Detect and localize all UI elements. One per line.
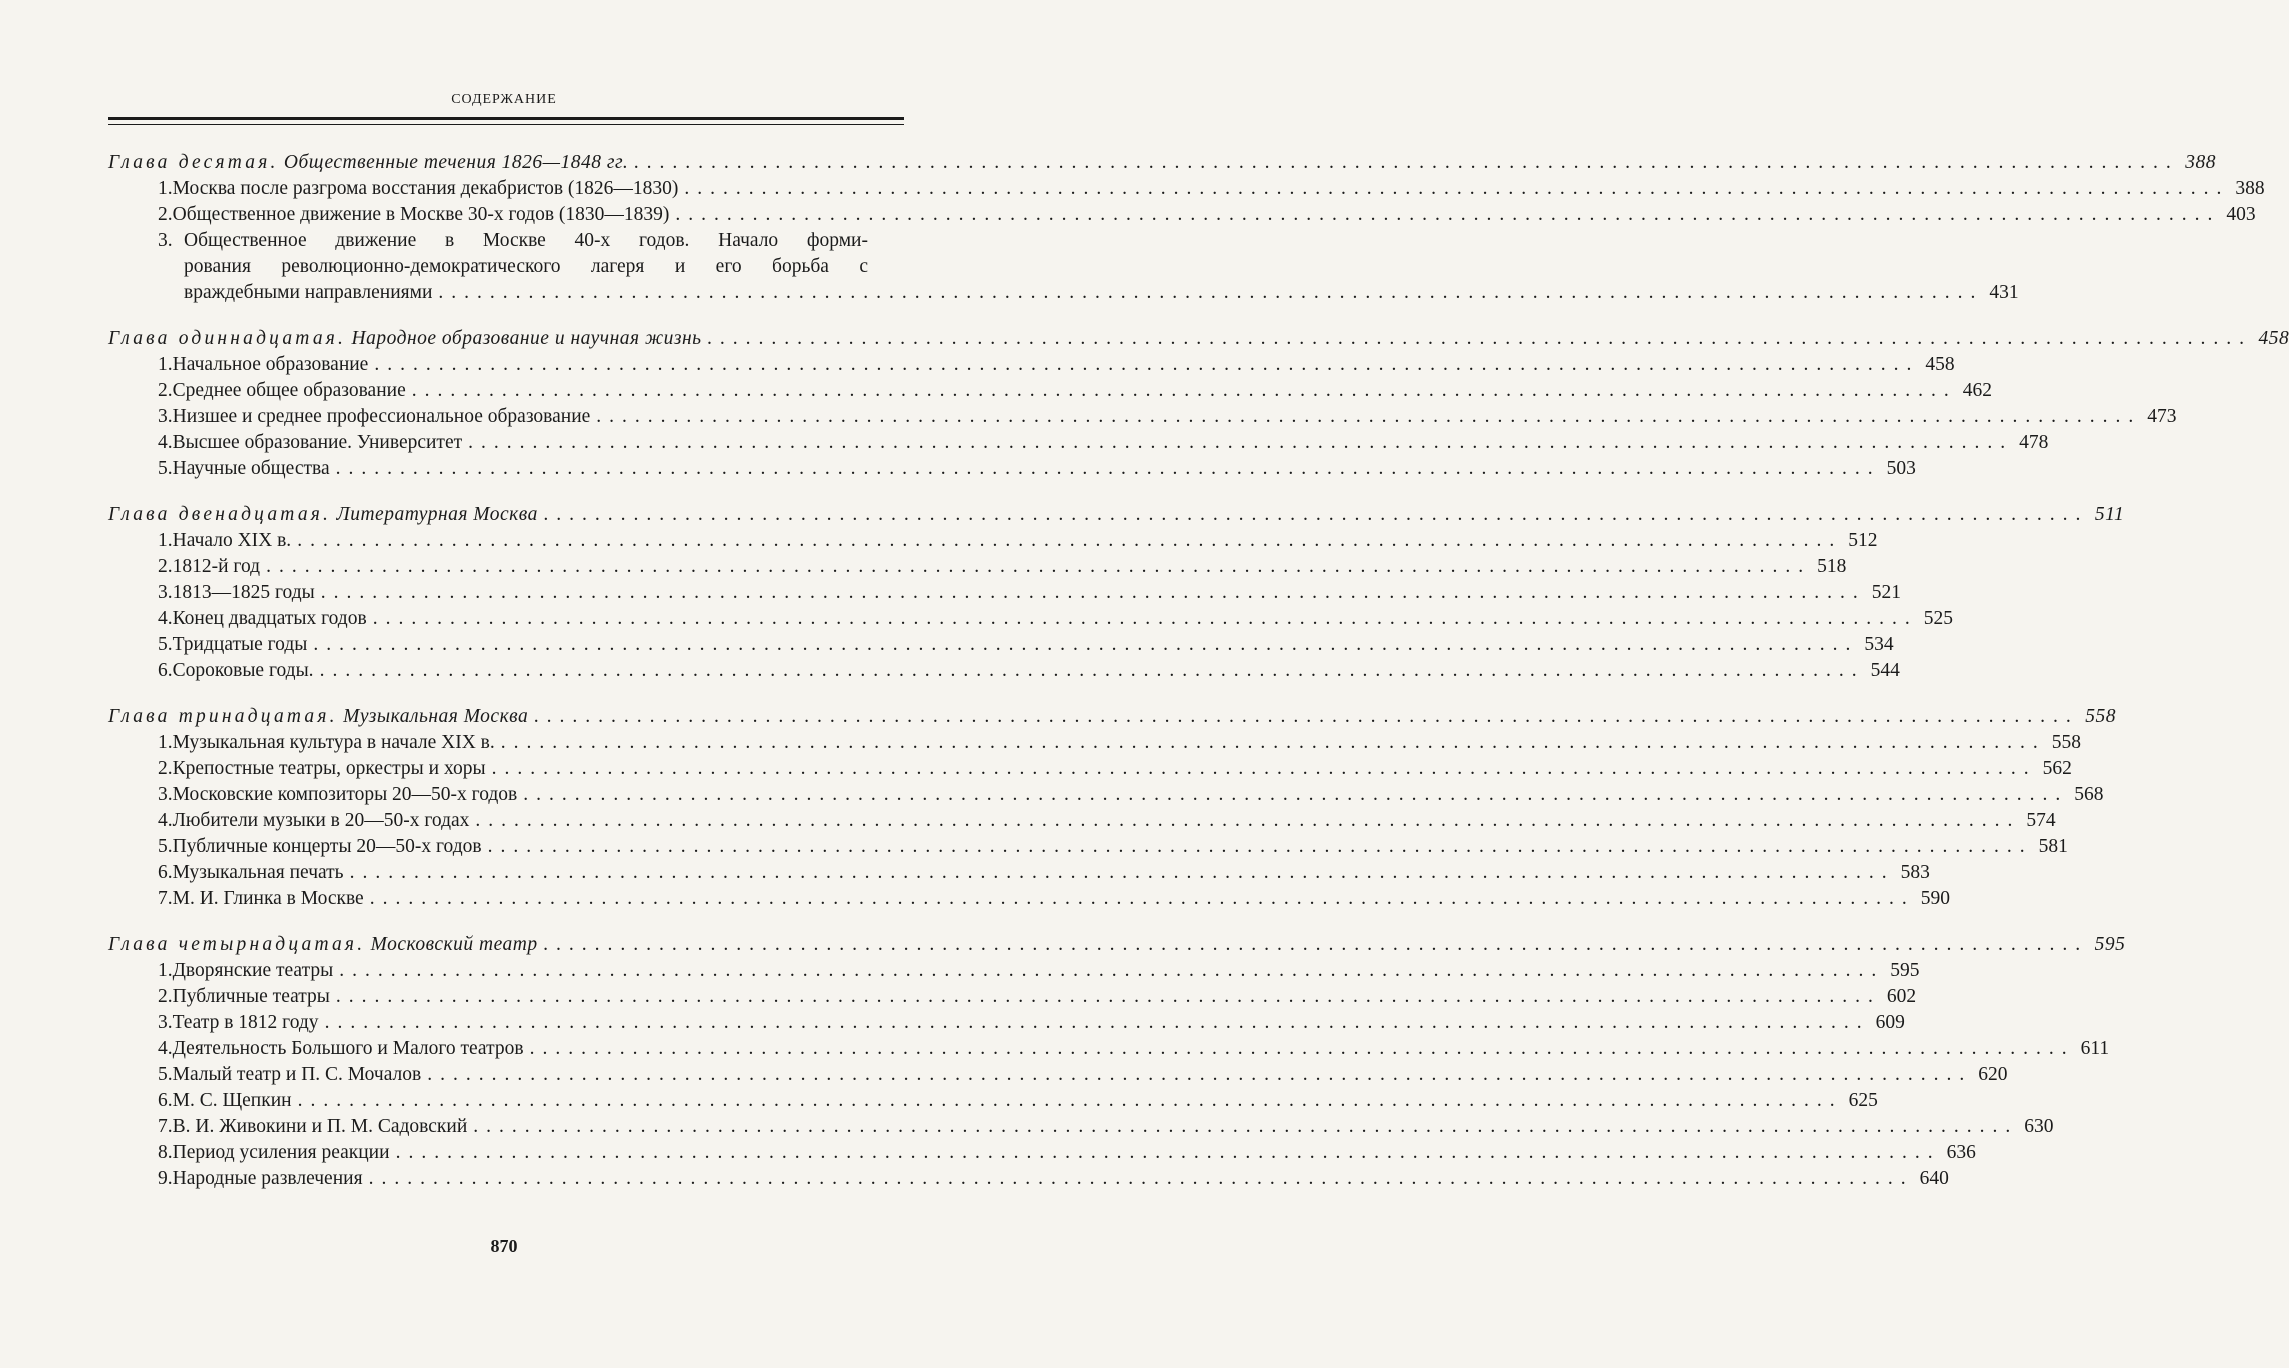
running-head: СОДЕРЖАНИЕ xyxy=(451,92,557,107)
page-number: 558 xyxy=(2051,732,2082,753)
toc-entry-multiline xyxy=(108,228,2019,306)
entry-title: Конец двадцатых годов xyxy=(172,608,367,629)
entry-title: Дворянские театры xyxy=(172,960,334,981)
leader-dots: ........................................................................................................................ xyxy=(374,354,1920,375)
entry-title: Сороковые годы. xyxy=(172,660,314,681)
page-number: 558 xyxy=(2085,706,2117,727)
leader-dots: ........................................................................................................................ xyxy=(438,282,1984,303)
toc-entry xyxy=(108,658,1900,684)
entry-number: 9. xyxy=(158,1168,173,1189)
toc-entry xyxy=(108,606,1953,632)
entry-title: Общественное движение в Москве 30-х годов (1830—1839) xyxy=(172,204,670,225)
entry-number: 4. xyxy=(158,432,173,453)
entry-title: М. И. Глинка в Москве xyxy=(172,888,364,909)
chapter-11 xyxy=(108,326,2289,482)
entry-title: Тридцатые годы xyxy=(172,634,308,655)
chapter-title: Общественные течения 1826—1848 гг. xyxy=(283,152,629,173)
leader-dots: ........................................................................................................................ xyxy=(411,380,1957,401)
entry-number: 2. xyxy=(158,380,173,401)
entry-number: 1. xyxy=(158,178,173,199)
entry-number: 1. xyxy=(158,530,173,551)
page-number: 590 xyxy=(1920,888,1950,909)
entry-title: Деятельность Большого и Малого театров xyxy=(172,1038,524,1059)
chapter-13 xyxy=(108,704,2117,912)
entry-number: 3. xyxy=(158,1012,173,1033)
toc-entry xyxy=(108,202,2256,228)
toc-entry xyxy=(108,1114,2054,1140)
chapter-label: Глава двенадцатая. xyxy=(108,504,332,525)
chapter-heading xyxy=(108,502,2125,528)
entry-title: Период усиления реакции xyxy=(172,1142,390,1163)
page-number: 595 xyxy=(2094,934,2126,955)
entry-number: 1. xyxy=(158,354,173,375)
toc-entry xyxy=(108,1010,1905,1036)
entry-title: Научные общества xyxy=(172,458,330,479)
page-number: 568 xyxy=(2074,784,2104,805)
page-number: 473 xyxy=(2147,406,2177,427)
entry-number: 5. xyxy=(158,634,173,655)
entry-number: 5. xyxy=(158,1064,173,1085)
chapter-label: Глава тринадцатая. xyxy=(108,706,338,727)
entry-number: 2. xyxy=(158,556,173,577)
chapter-14 xyxy=(108,932,2126,1192)
toc-entry xyxy=(108,756,2072,782)
page-number: 525 xyxy=(1923,608,1953,629)
page-number: 595 xyxy=(1890,960,1920,981)
leader-dots: ........................................................................................................................ xyxy=(297,1090,1843,1111)
page-number: 512 xyxy=(1848,530,1878,551)
page-number: 403 xyxy=(2226,204,2256,225)
toc-entry xyxy=(108,528,1878,554)
entry-number: 3. xyxy=(158,582,173,603)
entry-title: Начало XIX в. xyxy=(172,530,292,551)
page-number: 388 xyxy=(2185,152,2216,173)
leader-dots: ........................................................................................................................ xyxy=(596,406,2142,427)
entry-number: 4. xyxy=(158,1038,173,1059)
leader-dots: ........................................................................................................................ xyxy=(335,986,1881,1007)
leader-dots: ........................................................................................................................ xyxy=(395,1142,1941,1163)
toc-entry xyxy=(108,1062,2008,1088)
toc-entry xyxy=(108,730,2082,756)
leader-dots: ........................................................................................................................ xyxy=(684,178,2230,199)
entry-title: Москва после разгрома восстания декабристов (1826—1830) xyxy=(172,178,679,199)
entry-number: 5. xyxy=(158,836,173,857)
chapter-label: Глава одиннадцатая. xyxy=(108,328,347,349)
leader-dots: ........................................................................................................................ xyxy=(335,458,1881,479)
entry-title: Любители музыки в 20—50-х годах xyxy=(172,810,470,831)
leader-dots: ........................................................................................................................ xyxy=(339,960,1885,981)
leader-dots: ........................................................................................................................ xyxy=(707,328,2253,349)
chapter-title: Литературная Москва xyxy=(336,504,538,525)
entry-number: 7. xyxy=(158,1116,173,1137)
chapter-heading xyxy=(108,932,2126,958)
page-number: 388 xyxy=(2235,178,2265,199)
entry-title: В. И. Живокини и П. М. Садовский xyxy=(172,1116,468,1137)
entry-title: Начальное образование xyxy=(172,354,369,375)
entry-number: 2. xyxy=(158,758,173,779)
leader-dots: ........................................................................................................................ xyxy=(487,836,2033,857)
chapter-title: Музыкальная Москва xyxy=(343,706,529,727)
toc-entry xyxy=(108,860,1930,886)
toc-entry xyxy=(108,958,1920,984)
entry-title: Московские композиторы 20—50-х годов xyxy=(172,784,518,805)
toc-entry xyxy=(108,1140,1976,1166)
page-number: 521 xyxy=(1871,582,1901,603)
leader-dots: ........................................................................................................................ xyxy=(543,504,2089,525)
page-number: 620 xyxy=(1978,1064,2008,1085)
page-number: 544 xyxy=(1870,660,1900,681)
chapter-label: Глава четырнадцатая. xyxy=(108,934,366,955)
leader-dots: ........................................................................................................................ xyxy=(500,732,2046,753)
entry-title: Низшее и среднее профессиональное образование xyxy=(172,406,591,427)
toc-entry xyxy=(108,984,1917,1010)
leader-dots: ........................................................................................................................ xyxy=(313,634,1859,655)
page-number: 640 xyxy=(1919,1168,1949,1189)
entry-title: Музыкальная культура в начале XIX в. xyxy=(172,732,495,753)
toc-entry xyxy=(108,782,2104,808)
entry-number: 8. xyxy=(158,1142,173,1163)
page-number: 611 xyxy=(2080,1038,2110,1059)
page-number: 602 xyxy=(1886,986,1917,1007)
entry-number: 3. xyxy=(158,784,173,805)
chapter-title: Народное образование и научная жизнь xyxy=(351,328,702,349)
entry-title: Музыкальная печать xyxy=(172,862,344,883)
toc-entry xyxy=(108,1036,2110,1062)
chapter-heading xyxy=(108,150,2216,176)
header-rule-thick xyxy=(108,117,904,120)
toc-entry xyxy=(108,580,1901,606)
entry-number: 5. xyxy=(158,458,173,479)
page-number: 609 xyxy=(1875,1012,1905,1033)
entry-number: 1. xyxy=(158,732,173,753)
leader-dots: ........................................................................................................................ xyxy=(475,810,2021,831)
entry-title-line: Общественное движение в Москве 40-х годов. Начало форми- xyxy=(184,230,868,251)
entry-number: 6. xyxy=(158,660,173,681)
leader-dots: ........................................................................................................................ xyxy=(266,556,1812,577)
page-number: 458 xyxy=(2258,328,2289,349)
toc-entry xyxy=(108,554,1847,580)
leader-dots: ........................................................................................................................ xyxy=(529,1038,2075,1059)
entry-title: 1812-й год xyxy=(172,556,261,577)
leader-dots: ........................................................................................................................ xyxy=(468,432,2014,453)
chapter-heading xyxy=(108,326,2289,352)
chapter-heading xyxy=(108,704,2117,730)
toc-entry xyxy=(108,176,2265,202)
toc-entry xyxy=(108,456,1916,482)
chapter-title: Московский театр xyxy=(370,934,538,955)
toc-entry xyxy=(108,352,1955,378)
toc-entry xyxy=(108,834,2068,860)
page-number: 478 xyxy=(2019,432,2049,453)
leader-dots: ........................................................................................................................ xyxy=(427,1064,1973,1085)
leader-dots: ........................................................................................................................ xyxy=(523,784,2069,805)
page-number: 503 xyxy=(1886,458,1916,479)
toc-entry xyxy=(108,886,1950,912)
entry-number: 7. xyxy=(158,888,173,909)
toc-entry xyxy=(108,808,2056,834)
entry-title: Публичные театры xyxy=(172,986,330,1007)
leader-dots: ........................................................................................................................ xyxy=(320,582,1866,603)
chapter-label: Глава десятая. xyxy=(108,152,279,173)
page-number: 574 xyxy=(2026,810,2056,831)
page-number: 518 xyxy=(1817,556,1847,577)
leader-dots: ........................................................................................................................ xyxy=(634,152,2180,173)
chapter-10 xyxy=(108,150,2265,306)
entry-number: 2. xyxy=(158,986,173,1007)
toc-entry xyxy=(108,632,1894,658)
leader-dots: ........................................................................................................................ xyxy=(534,706,2080,727)
page-number: 562 xyxy=(2042,758,2072,779)
page-number: 458 xyxy=(1925,354,1955,375)
leader-dots: ........................................................................................................................ xyxy=(319,660,1865,681)
entry-number: 3. xyxy=(158,230,173,251)
leader-dots: ........................................................................................................................ xyxy=(369,888,1915,909)
page-number: 630 xyxy=(2024,1116,2054,1137)
entry-title: Малый театр и П. С. Мочалов xyxy=(172,1064,422,1085)
leader-dots: ........................................................................................................................ xyxy=(491,758,2037,779)
toc-entry xyxy=(108,1088,1878,1114)
entry-title: Среднее общее образование xyxy=(172,380,406,401)
page-number: 534 xyxy=(1864,634,1894,655)
entry-title: Театр в 1812 году xyxy=(172,1012,319,1033)
leader-dots: ........................................................................................................................ xyxy=(372,608,1918,629)
page-number: 625 xyxy=(1848,1090,1878,1111)
leader-dots: ........................................................................................................................ xyxy=(349,862,1895,883)
leader-dots: ........................................................................................................................ xyxy=(473,1116,2019,1137)
chapter-12 xyxy=(108,502,2125,684)
page-number: 581 xyxy=(2038,836,2068,857)
entry-title: Народные развлечения xyxy=(172,1168,363,1189)
leader-dots: ........................................................................................................................ xyxy=(543,934,2089,955)
leader-dots: ........................................................................................................................ xyxy=(368,1168,1914,1189)
header-rule-thin xyxy=(108,124,904,125)
leader-dots: ........................................................................................................................ xyxy=(675,204,2221,225)
entry-title-line: враждебными направлениями xyxy=(184,282,433,303)
entry-title: М. С. Щепкин xyxy=(172,1090,292,1111)
entry-title-line: рования революционно-демократического лагеря и его борьба с xyxy=(184,256,868,277)
entry-title: 1813—1825 годы xyxy=(172,582,315,603)
toc-entry xyxy=(108,404,2177,430)
page-number: 511 xyxy=(2094,504,2125,525)
page-folio: 870 xyxy=(490,1236,518,1256)
entry-number: 4. xyxy=(158,608,173,629)
page-number: 636 xyxy=(1946,1142,1976,1163)
page-number: 462 xyxy=(1962,380,1992,401)
entry-number: 3. xyxy=(158,406,173,427)
toc-entry xyxy=(108,378,1992,404)
leader-dots: ........................................................................................................................ xyxy=(297,530,1843,551)
page-number: 431 xyxy=(1989,282,2019,303)
entry-title: Высшее образование. Университет xyxy=(172,432,463,453)
entry-number: 6. xyxy=(158,862,173,883)
entry-title: Крепостные театры, оркестры и хоры xyxy=(172,758,486,779)
leader-dots: ........................................................................................................................ xyxy=(324,1012,1870,1033)
entry-number: 2. xyxy=(158,204,173,225)
table-of-contents xyxy=(108,150,2289,1212)
toc-entry xyxy=(108,1166,1949,1192)
page-number: 583 xyxy=(1900,862,1930,883)
toc-entry xyxy=(108,430,2049,456)
entry-number: 4. xyxy=(158,810,173,831)
entry-number: 1. xyxy=(158,960,173,981)
entry-number: 6. xyxy=(158,1090,173,1111)
entry-title: Публичные концерты 20—50-х годов xyxy=(172,836,482,857)
